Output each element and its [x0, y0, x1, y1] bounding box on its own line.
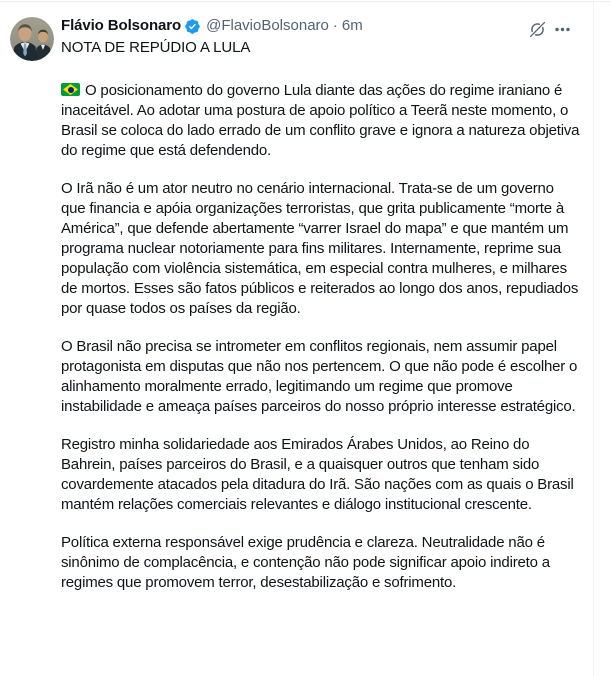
separator-dot: ·: [332, 17, 338, 34]
post-title: NOTA DE REPÚDIO A LULA: [61, 39, 251, 56]
author-name[interactable]: Flávio Bolsonaro: [61, 17, 182, 34]
author-handle[interactable]: @FlavioBolsonaro: [206, 17, 329, 34]
post-paragraph: Política externa responsável exige prudência e clareza. Neutralidade não é sinônimo de complacência, e contenção não pode significar apoio indireto a regimes que promovem terror, desestabilização e sofrimento.: [61, 534, 550, 591]
brazil-flag-icon: [61, 83, 80, 96]
column-right-border: [593, 2, 594, 676]
top-divider: [0, 1, 611, 2]
tweet-content: [61, 16, 580, 593]
tweet-header: [61, 16, 580, 36]
post-paragraph: O Brasil não precisa se intrometer em conflitos regionais, nem assumir papel protagonista em disputas que não nos pertencem. O que não pode é escolher o alinhamento moralmente errado, legitimando um regime que promove instabilidade e ameaça países parceiros do nosso próprio interesse estratégico.: [61, 338, 578, 415]
header-actions: [529, 21, 570, 38]
post-paragraph: Registro minha solidariedade aos Emirados Árabes Unidos, ao Reino do Bahrein, países parceiros do Brasil, e a quaisquer outros que tenham sido covardemente atacados pela ditadura do Irã. São nações com as quais o Brasil mantém relações comerciais relevantes e diálogo institucional crescente.: [61, 436, 574, 513]
avatar[interactable]: [10, 17, 54, 61]
paragraph-text: O posicionamento do governo Lula diante das ações do regime iraniano é inaceitável. Ao adotar uma postura de apoio político a Teerã neste momento, o Brasil se coloca do lado errado de um conflito grave e ignora a natureza objetiva do regime que está defendendo.: [61, 82, 580, 159]
more-icon[interactable]: [555, 27, 570, 32]
verified-badge-icon: [184, 18, 201, 35]
grok-icon[interactable]: [529, 21, 546, 38]
post-paragraph: [61, 81, 580, 161]
timestamp[interactable]: 6m: [341, 17, 363, 34]
post-paragraph: O Irã não é um ator neutro no cenário internacional. Trata-se de um governo que financia e apóia organizações terroristas, que grita publicamente “morte à América”, que defende abertamente “varrer Israel do mapa” e que mantém um programa nuclear notoriamente para fins militares. Internamente, reprime sua população com violência sistemática, em especial contra mulheres, e milhares de mortos. Esses são fatos públicos e reiterados ao longo dos anos, repudiados por quase todos os países da região.: [61, 180, 579, 317]
post-body: [61, 81, 580, 593]
avatar-photo: [10, 17, 54, 61]
